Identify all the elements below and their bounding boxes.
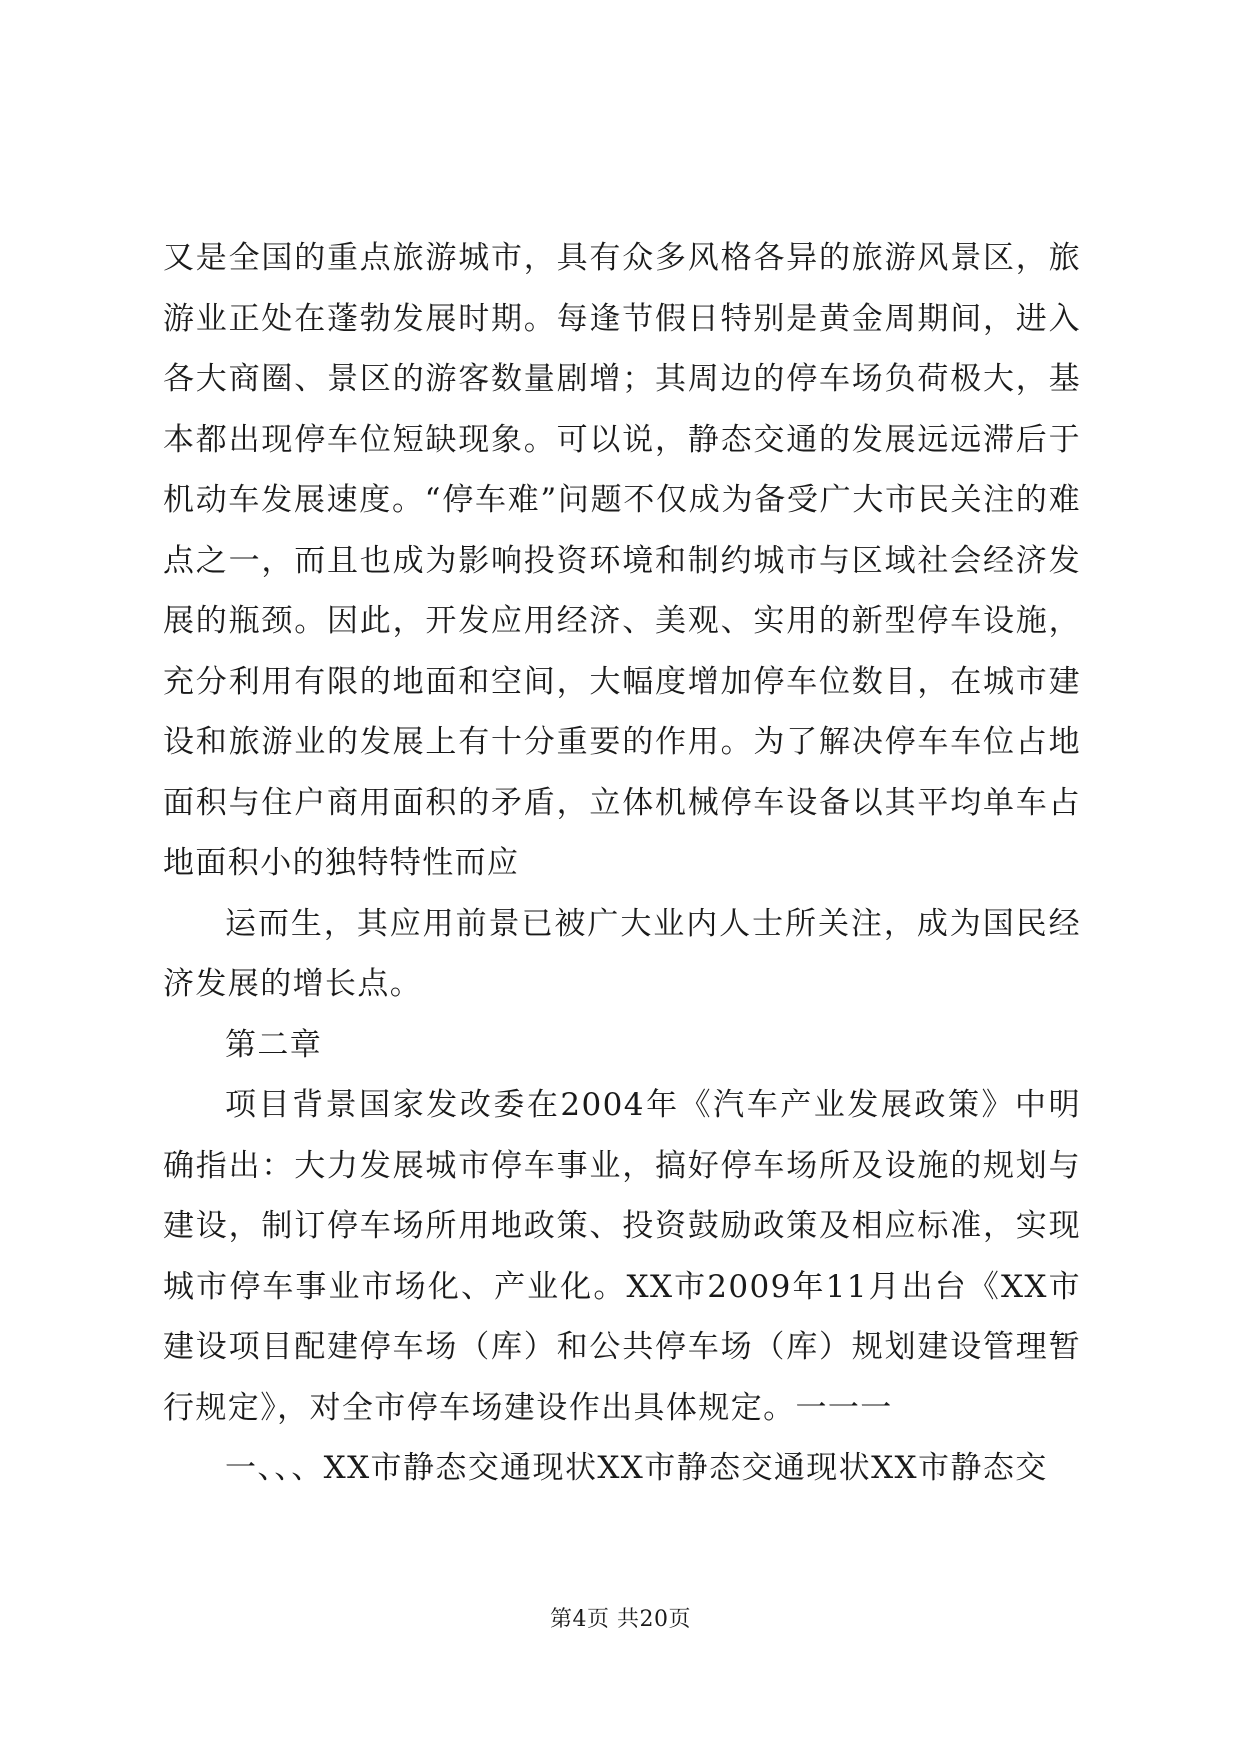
document-body <box>163 228 1081 1499</box>
page-number-label: 第4页 共20页 <box>550 1607 691 1632</box>
chapter-heading: 第二章 <box>225 1026 323 1063</box>
paragraph-section-heading: 一、、、XX市静态交通现状XX市静态交通现状XX市静态交 <box>225 1450 1048 1486</box>
paragraph-project-background: 项目背景国家发改委在2004年《汽车产业发展政策》中明确指出：大力发展城市停车事业，搞好停车场所及设施的规划与建设，制订停车场所用地政策、投资鼓励政策及相应标准，实现城市停车事业市场化、产业化。XX市2009年11月出台《XX市建设项目配建停车场（库）和公共停车场（库）规划建设管理暂行规定》，对全市停车场建设作出具体规定。一一一 <box>163 1087 1081 1426</box>
paragraph-continuation: 又是全国的重点旅游城市，具有众多风格各异的旅游风景区，旅游业正处在蓬勃发展时期。每逢节假日特别是黄金周期间，进入各大商圈、景区的游客数量剧增；其周边的停车场负荷极大，基本都出现停车位短缺现象。可以说，静态交通的发展远远滞后于机动车发展速度。“停车难”问题不仅成为备受广大市民关注的难点之一，而且也成为影响投资环境和制约城市与区域社会经济发展的瓶颈。因此，开发应用经济、美观、实用的新型停车设施，充分利用有限的地面和空间，大幅度增加停车位数目，在城市建设和旅游业的发展上有十分重要的作用。为了解决停车车位占地面积与住户商用面积的矛盾，立体机械停车设备以其平均单车占地面积小的独特特性而应 <box>163 240 1081 881</box>
page-footer <box>0 1605 1241 1635</box>
paragraph-continuation-2: 运而生，其应用前景已被广大业内人士所关注，成为国民经济发展的增长点。 <box>163 905 1081 1002</box>
